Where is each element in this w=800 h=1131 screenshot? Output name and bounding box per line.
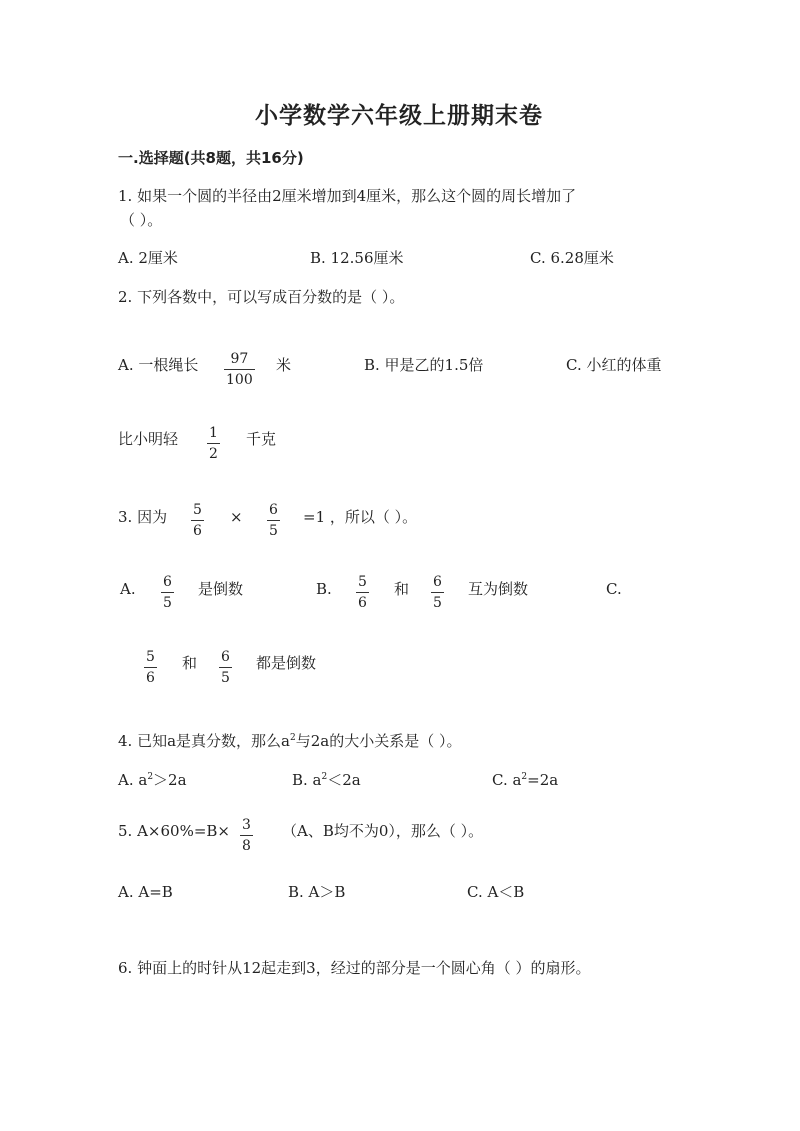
option-text-tail: ＜2a [327,771,361,789]
fraction-numerator: 6 [433,574,442,590]
fraction-denominator: 5 [267,520,280,538]
q3-stem-suffix: =1 ，所以（ ）。 [303,508,418,526]
q1-stem-line1: 1. 如果一个圆的半径由2厘米增加到4厘米，那么这个圆的周长增加了 [118,187,577,205]
option-superscript: 2 [321,772,328,782]
q3-option-c-and: 和 [182,654,198,672]
q3-stem-prefix: 3. 因为 [118,508,168,526]
q4-stem [118,734,461,749]
option-text-tail: ＞2a [153,771,187,789]
fraction-denominator: 5 [219,667,232,685]
q2-option-a-prefix[interactable]: A. 一根绳长 [118,356,199,374]
option-text: B. a [292,771,322,789]
fraction-numerator: 1 [209,425,218,441]
q2-option-c-line2: 比小明轻 [118,430,179,448]
fraction-numerator: 6 [163,574,172,590]
option-text: A. a [118,771,148,789]
q3-fraction-1 [191,503,204,538]
q5-option-c[interactable]: C. A＜B [467,883,525,901]
q5-fraction [240,818,253,853]
fraction-numerator: 6 [221,649,230,665]
q3-option-c-fraction-1 [144,650,157,685]
q1-stem-line2: （ ）。 [120,211,163,229]
option-superscript: 2 [521,772,528,782]
q2-option-a-unit: 米 [276,356,292,374]
q4-option-b[interactable] [292,773,361,788]
q1-option-c[interactable]: C. 6.28厘米 [530,249,614,267]
page-title: 小学数学六年级上册期末卷 [255,102,543,129]
q3-option-b-fraction-1 [356,575,369,610]
option-text-tail: =2a [527,771,559,789]
q4-stem-part2: 与2a的大小关系是（ ）。 [295,732,462,750]
q3-option-a-label[interactable]: A. [120,580,136,598]
q3-option-b-fraction-2 [431,575,444,610]
fraction-numerator: 97 [230,351,249,367]
q3-fraction-2 [267,503,280,538]
q3-option-b-label[interactable]: B. [316,580,332,598]
fraction-numerator: 5 [193,502,202,518]
q5-option-b[interactable]: B. A＞B [288,883,346,901]
q1-option-b[interactable]: B. 12.56厘米 [310,249,404,267]
q5-stem-prefix: 5. A×60%=B× [118,822,230,840]
fraction-numerator: 3 [242,817,251,833]
q4-option-a[interactable] [118,773,187,788]
fraction-denominator: 5 [431,592,444,610]
fraction-denominator: 6 [144,667,157,685]
option-text: C. a [492,771,522,789]
q2-option-c-line1[interactable]: C. 小红的体重 [566,356,662,374]
q3-option-a-text: 是倒数 [198,580,244,598]
fraction-denominator: 6 [191,520,204,538]
fraction-numerator: 5 [358,574,367,590]
q3-option-c-label[interactable]: C. [606,580,622,598]
fraction-denominator: 100 [224,369,255,387]
q4-superscript: 2 [289,733,296,743]
fraction-denominator: 2 [207,443,220,461]
q3-option-a-fraction [161,575,174,610]
q2-stem: 2. 下列各数中，可以写成百分数的是（ ）。 [118,288,405,306]
fraction-denominator: 8 [240,835,253,853]
q1-option-a[interactable]: A. 2厘米 [118,249,178,267]
q3-option-c-text: 都是倒数 [256,654,317,672]
section-heading: 一.选择题(共8题，共16分) [118,149,304,167]
fraction-numerator: 6 [269,502,278,518]
q2-option-b[interactable]: B. 甲是乙的1.5倍 [364,356,484,374]
q5-option-a[interactable]: A. A=B [118,883,173,901]
q3-option-b-text: 互为倒数 [468,580,529,598]
q4-option-c[interactable] [492,773,558,788]
q5-stem-suffix: （A、B均不为0），那么（ ）。 [282,822,484,840]
q2-option-a-fraction [224,352,255,387]
q2-option-c-fraction [207,426,220,461]
q3-option-c-fraction-2 [219,650,232,685]
fraction-denominator: 5 [161,592,174,610]
q2-option-c-unit: 千克 [246,430,277,448]
q3-option-b-and: 和 [394,580,410,598]
q4-stem-part1: 4. 已知a是真分数，那么a [118,732,290,750]
q6-stem: 6. 钟面上的时针从12起走到3，经过的部分是一个圆心角（ ）的扇形。 [118,959,591,977]
fraction-denominator: 6 [356,592,369,610]
q3-times-sign: × [230,508,243,526]
option-superscript: 2 [147,772,154,782]
fraction-numerator: 5 [146,649,155,665]
